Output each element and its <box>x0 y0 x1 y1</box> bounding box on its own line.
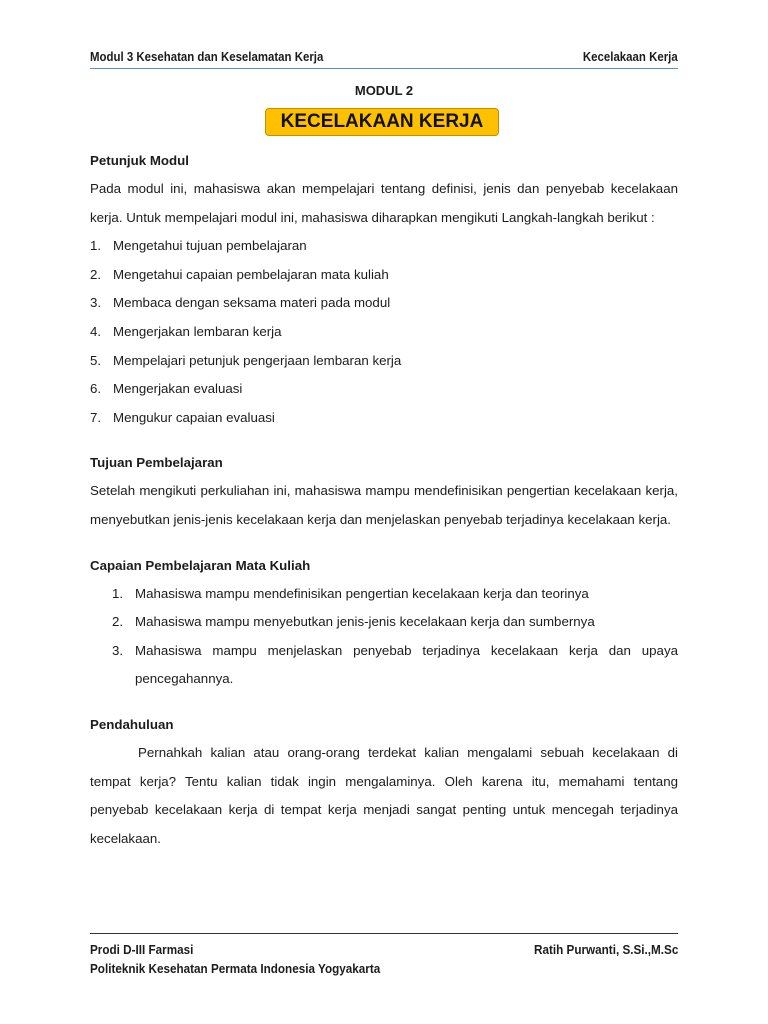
list-item: 7. Mengukur capaian evaluasi <box>90 409 275 425</box>
list-item: 1. Mahasiswa mampu mendefinisikan pengertian kecelakaan kerja dan teorinya <box>112 585 589 601</box>
pendahuluan-text: Pernahkah kalian atau orang-orang terdekat kalian mengalami sebuah kecelakaan di tempat kerja? Tentu kalian tidak ingin mengalaminya. Oleh karena itu, memahami tentang penyebab kecelakaan kerja di tempat kerja menjadi sangat penting untuk mencegah terjadinya kecelakaan. <box>90 744 678 846</box>
footer-author: Ratih Purwanti, S.Si.,M.Sc <box>533 942 678 957</box>
footer-institution: Politeknik Kesehatan Permata Indonesia Yogyakarta <box>90 961 381 976</box>
footer-program: Prodi D-III Farmasi <box>90 942 194 957</box>
list-item: 4. Mengerjakan lembaran kerja <box>90 323 282 339</box>
list-item: 5. Mempelajari petunjuk pengerjaan lembaran kerja <box>90 352 402 368</box>
tujuan-text: Setelah mengikuti perkuliahan ini, mahasiswa mampu mendefinisikan pengertian kecelakaan kerja, menyebutkan jenis-jenis kecelakaan kerja dan menjelaskan penyebab terjadinya kecelakaan kerja. <box>90 483 678 527</box>
title-banner: KECELAKAAN KERJA <box>265 108 499 136</box>
document-body <box>90 150 678 853</box>
page-footer <box>90 933 678 976</box>
list-item: 1. Mengetahui tujuan pembelajaran <box>90 238 307 254</box>
capaian-heading: Capaian Pembelajaran Mata Kuliah <box>90 557 311 573</box>
petunjuk-heading: Petunjuk Modul <box>90 153 189 168</box>
list-item: 3. Mahasiswa mampu menjelaskan penyebab terjadinya kecelakaan kerja dan upaya pencegahannya. <box>112 642 678 687</box>
list-item: 6. Mengerjakan evaluasi <box>90 381 243 397</box>
page-header <box>90 46 678 69</box>
list-item: 3. Membaca dengan seksama materi pada modul <box>90 295 391 311</box>
header-module-title: Modul 3 Kesehatan dan Keselamatan Kerja <box>90 49 324 64</box>
header-topic: Kecelakaan Kerja <box>583 49 678 64</box>
tujuan-heading: Tujuan Pembelajaran <box>90 455 223 471</box>
list-item: 2. Mengetahui capaian pembelajaran mata kuliah <box>90 266 389 282</box>
capaian-list <box>90 580 678 694</box>
list-item: 2. Mahasiswa mampu menyebutkan jenis-jenis kecelakaan kerja dan sumbernya <box>112 614 595 630</box>
petunjuk-steps <box>90 232 678 432</box>
module-label: MODUL 2 <box>354 83 414 98</box>
pendahuluan-heading: Pendahuluan <box>90 716 174 732</box>
petunjuk-intro: Pada modul ini, mahasiswa akan mempelajari tentang definisi, jenis dan penyebab kecelakaan kerja. Untuk mempelajari modul ini, mahasiswa diharapkan mengikuti Langkah-langkah berikut : <box>90 181 678 225</box>
